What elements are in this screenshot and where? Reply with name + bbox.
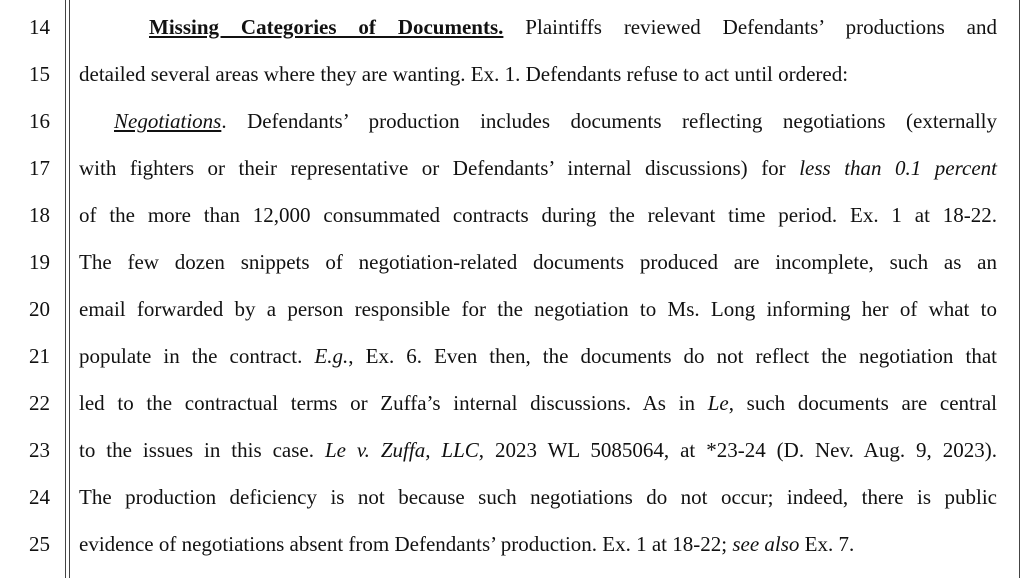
italic-text: see also [732, 532, 800, 556]
line-number: 18 [29, 203, 50, 227]
line-text: of the more than 12,000 consummated contracts during the relevant time period. Ex. 1 at 18-22. [79, 203, 997, 227]
pleading-line [0, 145, 1024, 192]
pleading-line [0, 286, 1024, 333]
italic-text: E.g. [314, 344, 349, 368]
line-text: populate in the contract. E.g., Ex. 6. Even then, the documents do not reflect the negotiation that [79, 344, 997, 368]
section-heading: Missing Categories of Documents. [149, 15, 504, 39]
subsection-heading: Negotiations [114, 109, 222, 133]
pleading-line [0, 380, 1024, 427]
line-number: 23 [29, 438, 50, 462]
line-number: 16 [29, 109, 50, 133]
line-text: detailed several areas where they are wanting. Ex. 1. Defendants refuse to act until ordered: [79, 62, 849, 86]
pleading-line [0, 192, 1024, 239]
pleading-line [0, 333, 1024, 380]
line-number: 24 [29, 485, 50, 509]
line-number: 21 [29, 344, 50, 368]
italic-text: Le [707, 391, 729, 415]
line-text: to the issues in this case. Le v. Zuffa, LLC, 2023 WL 5085064, at *23-24 (D. Nev. Aug. 9, 2023). [79, 438, 997, 462]
italic-text: less than 0.1 percent [799, 156, 997, 180]
pleading-line [0, 4, 1024, 51]
line-text: with fighters or their representative or Defendants’ internal discussions) for less than 0.1 percent [79, 156, 997, 180]
line-text: Negotiations. Defendants’ production includes documents reflecting negotiations (externally [114, 109, 997, 133]
pleading-line [0, 51, 1024, 98]
line-text: Missing Categories of Documents. Plaintiffs reviewed Defendants’ productions and [149, 15, 997, 39]
line-number: 17 [29, 156, 50, 180]
line-number: 20 [29, 297, 50, 321]
line-text: evidence of negotiations absent from Defendants’ production. Ex. 1 at 18-22; see also Ex. 7. [79, 532, 855, 556]
pleading-line [0, 474, 1024, 521]
pleading-line [0, 427, 1024, 474]
line-text: led to the contractual terms or Zuffa’s internal discussions. As in Le, such documents are central [79, 391, 997, 415]
pleading-line [0, 98, 1024, 145]
pleading-line [0, 521, 1024, 568]
line-number: 14 [29, 15, 50, 39]
line-text: The few dozen snippets of negotiation-related documents produced are incomplete, such as an [79, 250, 997, 274]
line-number: 22 [29, 391, 50, 415]
line-number: 25 [29, 532, 50, 556]
pleading-line [0, 239, 1024, 286]
line-text: The production deficiency is not because such negotiations do not occur; indeed, there is public [79, 485, 997, 509]
line-text: email forwarded by a person responsible for the negotiation to Ms. Long informing her of what to [79, 297, 997, 321]
case-citation: Le v. Zuffa, LLC [324, 438, 479, 462]
line-number: 15 [29, 62, 50, 86]
line-number: 19 [29, 250, 50, 274]
